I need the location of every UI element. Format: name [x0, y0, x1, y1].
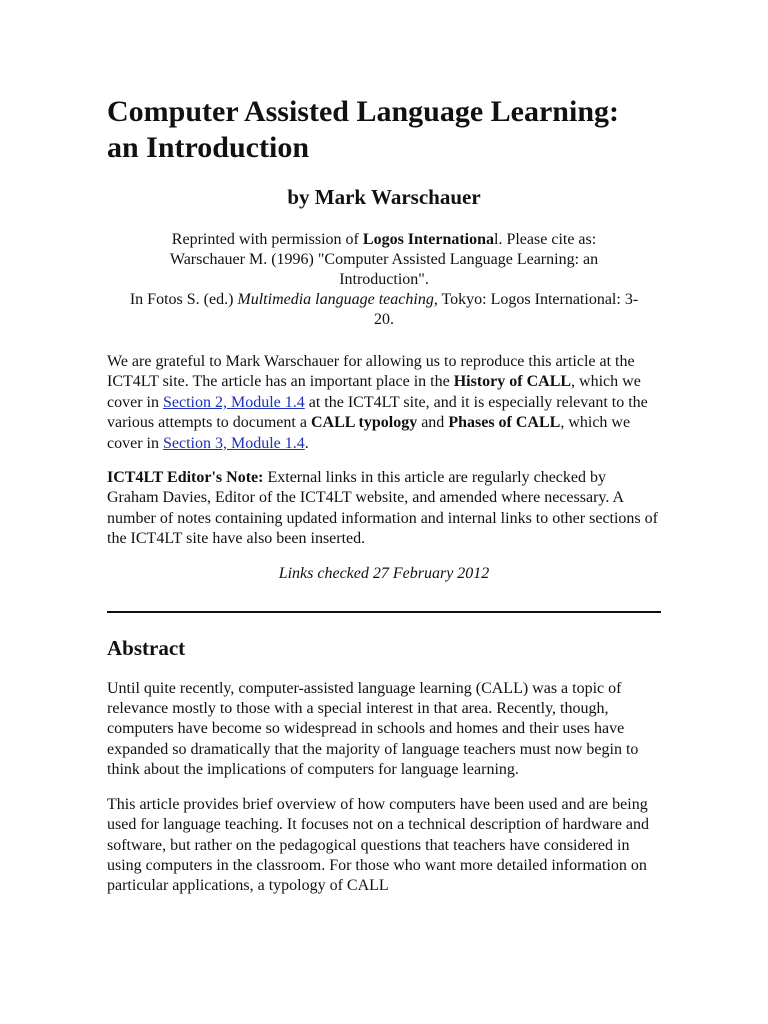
intro-text-5: , which we cover in: [107, 414, 631, 452]
author-byline: by Mark Warschauer: [287, 185, 481, 209]
citation-book-title: Multimedia language teaching: [237, 291, 434, 308]
citation-line-4: [107, 290, 661, 310]
title-line-1: Computer Assisted Language Learning:: [107, 95, 619, 128]
intro-text-3: at the ICT4LT site, and it is especially relevant to the various attempts to document a: [107, 393, 648, 432]
section-3-module-link[interactable]: Section 3, Module 1.4: [162, 434, 305, 452]
abstract-heading: Abstract: [107, 635, 186, 660]
title-line-2: an Introduction: [107, 131, 310, 164]
citation-block: [107, 230, 661, 330]
citation-line-1: [107, 230, 661, 250]
phases-of-call-term: Phases of CALL: [448, 414, 561, 432]
history-of-call-term: History of CALL: [453, 373, 572, 391]
citation-line4-pre: In Fotos S. (ed.): [129, 291, 238, 308]
citation-line-3: Introduction".: [339, 271, 429, 288]
links-checked-note: Links checked 27 February 2012: [278, 564, 490, 582]
abstract-paragraph-2: This article provides brief overview of how computers have been used and are being used for language teaching. It focuses not on a technical description of hardware and software, but rather on the pedagogical questions that teachers have considered in using computers in the classroom. For those who want more detailed information on particular applications, a typology of CALL: [107, 795, 650, 895]
editors-note-label: ICT4LT Editor's Note:: [107, 469, 264, 487]
intro-text-4: and: [417, 414, 449, 432]
intro-paragraph: [107, 352, 661, 454]
intro-text-1: We are grateful to Mark Warschauer for allowing us to reproduce this article at the ICT4LT site. The article has an important place in the: [107, 353, 635, 391]
page-title: [107, 94, 647, 166]
editors-note-paragraph: [107, 468, 661, 550]
citation-line-5: 20.: [374, 311, 394, 328]
section-divider: [107, 611, 661, 613]
citation-line4-post: , Tokyo: Logos International: 3-: [433, 291, 639, 308]
citation-line-2: Warschauer M. (1996) "Computer Assisted Language Learning: an: [169, 251, 599, 268]
editors-note-text: External links in this article are regularly checked by Graham Davies, Editor of the ICT4LT website, and amended where necessary. A number of notes containing updated information and internal links to other sections of the ICT4LT site have also been inserted.: [107, 469, 658, 548]
abstract-paragraph-1: Until quite recently, computer-assisted language learning (CALL) was a topic of relevance mostly to those with a special interest in that area. Recently, though, computers have become so widespread in schools and homes and their uses have expanded so dramatically that the majority of language teachers must now begin to think about the implications of computers for language learning.: [107, 679, 639, 779]
call-typology-term: CALL typology: [310, 414, 418, 432]
intro-text-6: .: [304, 434, 309, 452]
citation-publisher: Logos Internationa: [362, 231, 495, 248]
intro-text-2: , which we cover in: [107, 373, 641, 411]
section-2-module-link[interactable]: Section 2, Module 1.4: [162, 393, 305, 411]
citation-post: l. Please cite as:: [494, 231, 597, 248]
citation-pre: Reprinted with permission of: [171, 231, 363, 248]
